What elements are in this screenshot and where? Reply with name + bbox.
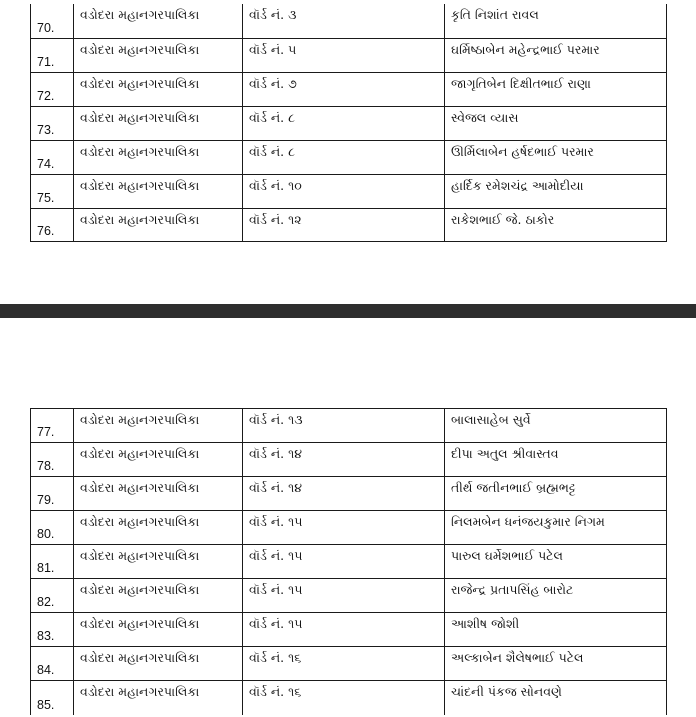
corporation-name: વડોદરા મહાનગરપાલિકા	[74, 647, 243, 681]
row-number: 75.	[31, 174, 74, 208]
candidate-name: ઘર્મિષ્ઠાબેન મહેન્દ્રભાઈ પરમાર	[445, 38, 667, 72]
table-row	[31, 613, 667, 647]
table-row	[31, 443, 667, 477]
table-row	[31, 38, 667, 72]
ward-number: વૉર્ડ નં. ૮	[243, 140, 445, 174]
corporation-name: વડોદરા મહાનગરપાલિકા	[74, 477, 243, 511]
row-number: 71.	[31, 38, 74, 72]
ward-number: વૉર્ડ નં. ૧૪	[243, 443, 445, 477]
corporation-name: વડોદરા મહાનગરપાલિકા	[74, 545, 243, 579]
ward-number: વૉર્ડ નં. ૫	[243, 38, 445, 72]
table-row	[31, 72, 667, 106]
ward-number: વૉર્ડ નં. ૧૬	[243, 681, 445, 715]
candidate-name: પારુલ ઘર્મેશભાઈ પટેલ	[445, 545, 667, 579]
candidate-name: રાજેન્દ્ર પ્રતાપસિંહ બારોટ	[445, 579, 667, 613]
table-row	[31, 174, 667, 208]
ward-number: વૉર્ડ નં. ૧૩	[243, 409, 445, 443]
table-row	[31, 477, 667, 511]
ward-number: વૉર્ડ નં. ૧૫	[243, 613, 445, 647]
ward-number: વૉર્ડ નં. ૧૫	[243, 579, 445, 613]
corporation-name: વડોદરા મહાનગરપાલિકા	[74, 38, 243, 72]
corporation-name: વડોદરા મહાનગરપાલિકા	[74, 106, 243, 140]
candidate-name: ઊર્મિલાબેન હર્ષદભાઈ પરમાર	[445, 140, 667, 174]
page-break-bar	[0, 304, 696, 318]
table-row	[31, 4, 667, 38]
candidate-name: કૃતિ નિશાંત રાવલ	[445, 4, 667, 38]
row-number: 72.	[31, 72, 74, 106]
candidate-name: બાલાસાહેબ સુર્વે	[445, 409, 667, 443]
row-number: 83.	[31, 613, 74, 647]
table-row	[31, 579, 667, 613]
ward-number: વૉર્ડ નં. ૧૨	[243, 208, 445, 241]
ward-number: વૉર્ડ નં. ૧૪	[243, 477, 445, 511]
ward-number: વૉર્ડ નં. ૩	[243, 4, 445, 38]
candidate-table-top	[30, 4, 667, 242]
corporation-name: વડોદરા મહાનગરપાલિકા	[74, 613, 243, 647]
table-row	[31, 647, 667, 681]
table-row	[31, 681, 667, 715]
row-number: 80.	[31, 511, 74, 545]
row-number: 73.	[31, 106, 74, 140]
ward-number: વૉર્ડ નં. ૧૫	[243, 545, 445, 579]
ward-number: વૉર્ડ નં. ૭	[243, 72, 445, 106]
corporation-name: વડોદરા મહાનગરપાલિકા	[74, 681, 243, 715]
candidate-name: અલ્કાબેન શૈલેષભાઈ પટેલ	[445, 647, 667, 681]
candidate-name: રાકેશભાઈ જે. ઠાકોર	[445, 208, 667, 241]
ward-number: વૉર્ડ નં. ૧૫	[243, 511, 445, 545]
candidate-name: ચાંદની પંકજ સોનવણે	[445, 681, 667, 715]
row-number: 76.	[31, 208, 74, 241]
row-number: 81.	[31, 545, 74, 579]
candidate-name: સ્વેજલ વ્યાસ	[445, 106, 667, 140]
row-number: 78.	[31, 443, 74, 477]
table-row	[31, 545, 667, 579]
corporation-name: વડોદરા મહાનગરપાલિકા	[74, 72, 243, 106]
row-number: 74.	[31, 140, 74, 174]
candidate-table-bottom	[30, 408, 667, 715]
corporation-name: વડોદરા મહાનગરપાલિકા	[74, 208, 243, 241]
ward-number: વૉર્ડ નં. ૧૬	[243, 647, 445, 681]
corporation-name: વડોદરા મહાનગરપાલિકા	[74, 140, 243, 174]
corporation-name: વડોદરા મહાનગરપાલિકા	[74, 409, 243, 443]
corporation-name: વડોદરા મહાનગરપાલિકા	[74, 443, 243, 477]
row-number: 77.	[31, 409, 74, 443]
corporation-name: વડોદરા મહાનગરપાલિકા	[74, 4, 243, 38]
table-row	[31, 208, 667, 241]
row-number: 84.	[31, 647, 74, 681]
ward-number: વૉર્ડ નં. ૧૦	[243, 174, 445, 208]
candidate-name: તીર્થ જતીનભાઈ બ્રહ્મભટ્ટ	[445, 477, 667, 511]
row-number: 85.	[31, 681, 74, 715]
table-row	[31, 409, 667, 443]
table-row	[31, 106, 667, 140]
corporation-name: વડોદરા મહાનગરપાલિકા	[74, 579, 243, 613]
row-number: 70.	[31, 4, 74, 38]
table-row	[31, 511, 667, 545]
ward-number: વૉર્ડ નં. ૮	[243, 106, 445, 140]
table-row	[31, 140, 667, 174]
row-number: 79.	[31, 477, 74, 511]
candidate-name: દીપા અતુલ શ્રીવાસ્તવ	[445, 443, 667, 477]
corporation-name: વડોદરા મહાનગરપાલિકા	[74, 511, 243, 545]
candidate-name: જાગૃતિબેન દિક્ષીતભાઈ રાણા	[445, 72, 667, 106]
candidate-name: નિલમબેન ધનંજયકુમાર નિગમ	[445, 511, 667, 545]
corporation-name: વડોદરા મહાનગરપાલિકા	[74, 174, 243, 208]
candidate-name: હાર્દિક રમેશચંદ્ર આમોદીયા	[445, 174, 667, 208]
row-number: 82.	[31, 579, 74, 613]
candidate-name: આશીષ જોશી	[445, 613, 667, 647]
